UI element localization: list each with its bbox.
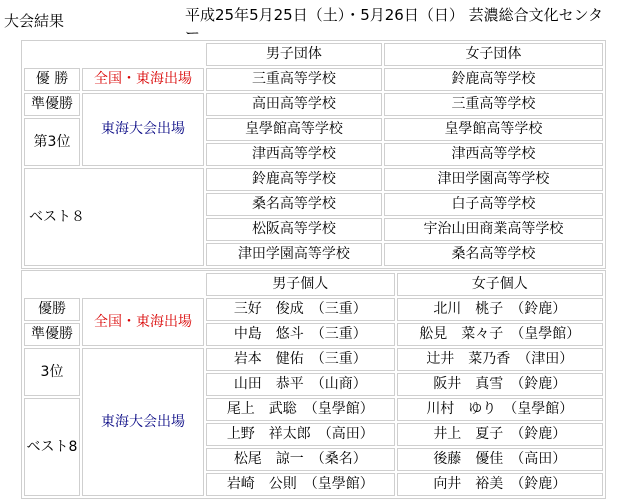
rank-third: 第3位 bbox=[24, 118, 80, 166]
girls-individual-cell: 辻井 菜乃香 （津田） bbox=[397, 348, 603, 371]
header-girls-individual: 女子個人 bbox=[397, 273, 603, 296]
girls-individual-cell: 向井 裕美 （鈴鹿） bbox=[397, 473, 603, 496]
girls-individual-cell: 井上 夏子 （鈴鹿） bbox=[397, 423, 603, 446]
qual-tokai: 東海大会出場 bbox=[82, 93, 204, 166]
boys-individual-cell: 三好 俊成 （三重） bbox=[206, 298, 395, 321]
rank-runner-up: 準優勝 bbox=[24, 93, 80, 116]
header-boys-individual: 男子個人 bbox=[206, 273, 395, 296]
boys-individual-cell: 山田 恭平 （山商） bbox=[206, 373, 395, 396]
boys-individual-cell: 上野 祥太郎 （高田） bbox=[206, 423, 395, 446]
boys-individual-cell: 岩崎 公則 （皇學館） bbox=[206, 473, 395, 496]
individual-results-table bbox=[21, 270, 606, 499]
blank-cell bbox=[82, 43, 204, 66]
girls-team-cell: 皇學館高等学校 bbox=[384, 118, 603, 141]
boys-team-cell: 津西高等学校 bbox=[206, 143, 382, 166]
header-girls-team: 女子団体 bbox=[384, 43, 603, 66]
qual-national: 全国・東海出場 bbox=[82, 298, 204, 346]
qual-national: 全国・東海出場 bbox=[82, 68, 204, 91]
boys-team-cell: 桑名高等学校 bbox=[206, 193, 382, 216]
boys-team-cell: 高田高等学校 bbox=[206, 93, 382, 116]
table-row bbox=[24, 168, 603, 191]
event-dateline: 平成25年5月25日（土）・5月26日（日） 芸濃総合文化センター bbox=[185, 6, 604, 42]
table-header-row bbox=[24, 273, 603, 296]
table-row bbox=[24, 93, 603, 116]
girls-team-cell: 宇治山田商業高等学校 bbox=[384, 218, 603, 241]
rank-winner: 優 勝 bbox=[24, 68, 80, 91]
boys-team-cell: 三重高等学校 bbox=[206, 68, 382, 91]
girls-individual-cell: 川村 ゆり （皇學館） bbox=[397, 398, 603, 421]
boys-team-cell: 松阪高等学校 bbox=[206, 218, 382, 241]
rank-runner-up: 準優勝 bbox=[24, 323, 80, 346]
page-title: 大会結果 bbox=[4, 12, 65, 30]
boys-team-cell: 鈴鹿高等学校 bbox=[206, 168, 382, 191]
rank-third: 3位 bbox=[24, 348, 80, 396]
blank-cell bbox=[24, 43, 80, 66]
header-boys-team: 男子団体 bbox=[206, 43, 382, 66]
team-results-table bbox=[21, 40, 606, 269]
girls-team-cell: 三重高等学校 bbox=[384, 93, 603, 116]
girls-individual-cell: 北川 桃子 （鈴鹿） bbox=[397, 298, 603, 321]
blank-cell bbox=[82, 273, 204, 296]
boys-individual-cell: 松尾 諒一 （桑名） bbox=[206, 448, 395, 471]
girls-team-cell: 津田学園高等学校 bbox=[384, 168, 603, 191]
boys-individual-cell: 中島 悠斗 （三重） bbox=[206, 323, 395, 346]
qual-tokai: 東海大会出場 bbox=[82, 348, 204, 496]
blank-cell bbox=[24, 273, 80, 296]
table-row bbox=[24, 348, 603, 371]
boys-team-cell: 皇學館高等学校 bbox=[206, 118, 382, 141]
girls-team-cell: 鈴鹿高等学校 bbox=[384, 68, 603, 91]
rank-best8: ベスト８ bbox=[24, 168, 204, 266]
girls-individual-cell: 後藤 優佳 （高田） bbox=[397, 448, 603, 471]
table-header-row bbox=[24, 43, 603, 66]
girls-team-cell: 白子高等学校 bbox=[384, 193, 603, 216]
girls-individual-cell: 阪井 真雪 （鈴鹿） bbox=[397, 373, 603, 396]
rank-best8: ベスト8 bbox=[24, 398, 80, 496]
girls-team-cell: 津西高等学校 bbox=[384, 143, 603, 166]
table-row bbox=[24, 68, 603, 91]
boys-team-cell: 津田学園高等学校 bbox=[206, 243, 382, 266]
girls-individual-cell: 舩見 菜々子 （皇學館） bbox=[397, 323, 603, 346]
table-row bbox=[24, 298, 603, 321]
boys-individual-cell: 岩本 健佑 （三重） bbox=[206, 348, 395, 371]
rank-winner: 優勝 bbox=[24, 298, 80, 321]
boys-individual-cell: 尾上 武聡 （皇學館） bbox=[206, 398, 395, 421]
girls-team-cell: 桑名高等学校 bbox=[384, 243, 603, 266]
